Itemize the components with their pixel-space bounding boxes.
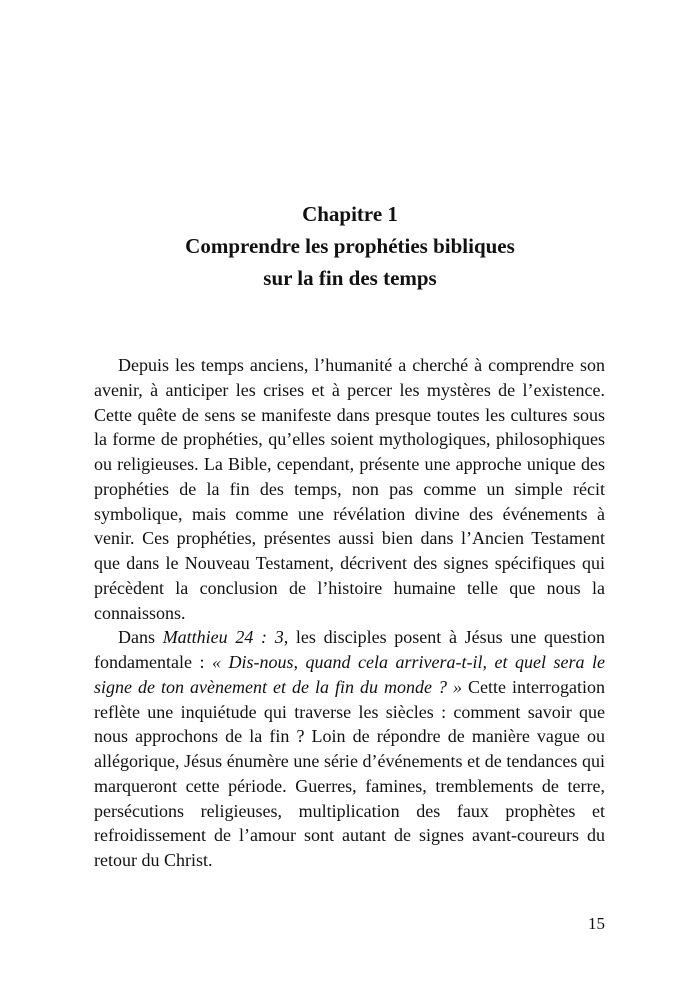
paragraph-1: Depuis les temps anciens, l’humanité a cherché à comprendre son avenir, à anticiper les crises et à percer les mystères de l’existence. Cette quête de sens se manifeste dans presque toutes les cultures sous la forme de prophéties, qu’elles soient mythologiques, philosophiques ou religieuses. La Bible, cependant, présente une approche unique des prophéties de la fin des temps, non pas comme un simple récit symbolique, mais comme une révélation divine des événements à venir. Ces prophéties, présentes aussi bien dans l’Ancien Testament que dans le Nouveau Testament, décrivent des signes spécifiques qui précèdent la conclusion de l’histoire humaine telle que nous la connaissons. — [94, 355, 605, 623]
chapter-number: Chapitre 1 — [302, 202, 398, 226]
chapter-title-line-2: sur la fin des temps — [263, 266, 437, 290]
scripture-reference: Matthieu 24 : 3 — [162, 627, 284, 648]
body-text — [94, 353, 605, 873]
paragraph-2-rest: Cette interrogation reflète une inquiétude qui traverse les siècles : comment savoir que nous approchons de la fin ? Loin de répondre de manière vague ou allégorique, Jésus énumère une série d’événements et de tendances qui marqueront cette période. Guerres, famines, tremblements de terre, persécutions religieuses, multiplication des faux prophètes et refroidissement de l’amour sont autant de signes avant-coureurs du retour du Christ. — [94, 676, 605, 870]
paragraph-2-after-reference: , les disciples posent à Jésus une question fondamentale : — [94, 627, 605, 672]
page-number: 15 — [588, 914, 605, 933]
chapter-heading — [0, 198, 700, 294]
paragraph-2-lead: Dans — [118, 627, 163, 648]
paragraph-2 — [94, 625, 605, 873]
scripture-quote: « Dis-nous, quand cela arrivera-t-il, et quel sera le signe de ton avènement et de la fin du monde ? » — [94, 652, 605, 697]
chapter-title-line-1: Comprendre les prophéties bibliques — [185, 234, 515, 258]
